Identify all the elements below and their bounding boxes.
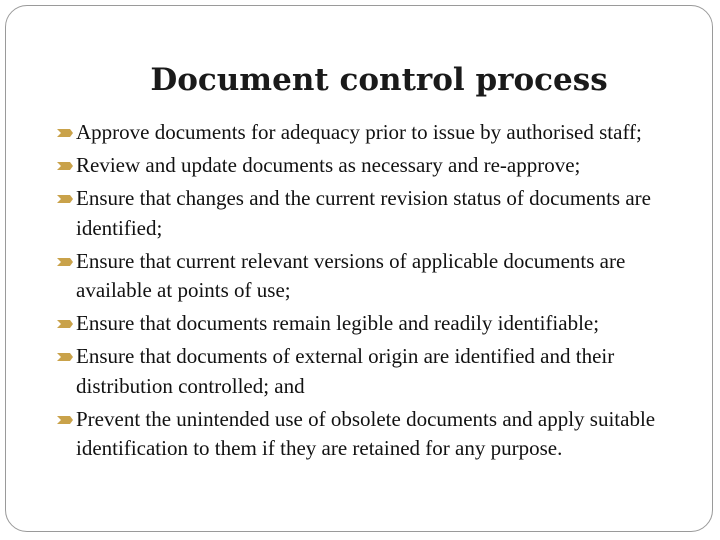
bullet-text: Approve documents for adequacy prior to issue by authorised staff; <box>76 120 642 144</box>
bullet-item <box>56 118 696 148</box>
bullet-item <box>56 405 696 464</box>
bullet-text: Ensure that documents of external origin are identified and their distribution controlled; and <box>76 344 615 398</box>
bullet-item <box>56 247 696 306</box>
bullet-item <box>56 151 696 181</box>
arrow-bullet-icon <box>56 255 74 269</box>
bullet-text: Ensure that documents remain legible and readily identifiable; <box>76 311 600 335</box>
arrow-bullet-icon <box>56 192 74 206</box>
bullet-item <box>56 309 696 339</box>
bullet-text: Review and update documents as necessary and re-approve; <box>76 153 581 177</box>
arrow-bullet-icon <box>56 413 74 427</box>
bullet-text: Ensure that changes and the current revision status of documents are identified; <box>76 186 651 240</box>
bullet-item <box>56 342 696 401</box>
arrow-bullet-icon <box>56 126 74 140</box>
arrow-bullet-icon <box>56 350 74 364</box>
arrow-bullet-icon <box>56 317 74 331</box>
bullet-text: Ensure that current relevant versions of applicable documents are available at points of use; <box>76 248 626 302</box>
bullet-text: Prevent the unintended use of obsolete documents and apply suitable identification to them if they are retained for any purpose. <box>76 406 656 460</box>
bullet-list <box>56 118 696 467</box>
arrow-bullet-icon <box>56 159 74 173</box>
slide-title: Document control process <box>150 62 608 98</box>
bullet-item <box>56 184 696 243</box>
